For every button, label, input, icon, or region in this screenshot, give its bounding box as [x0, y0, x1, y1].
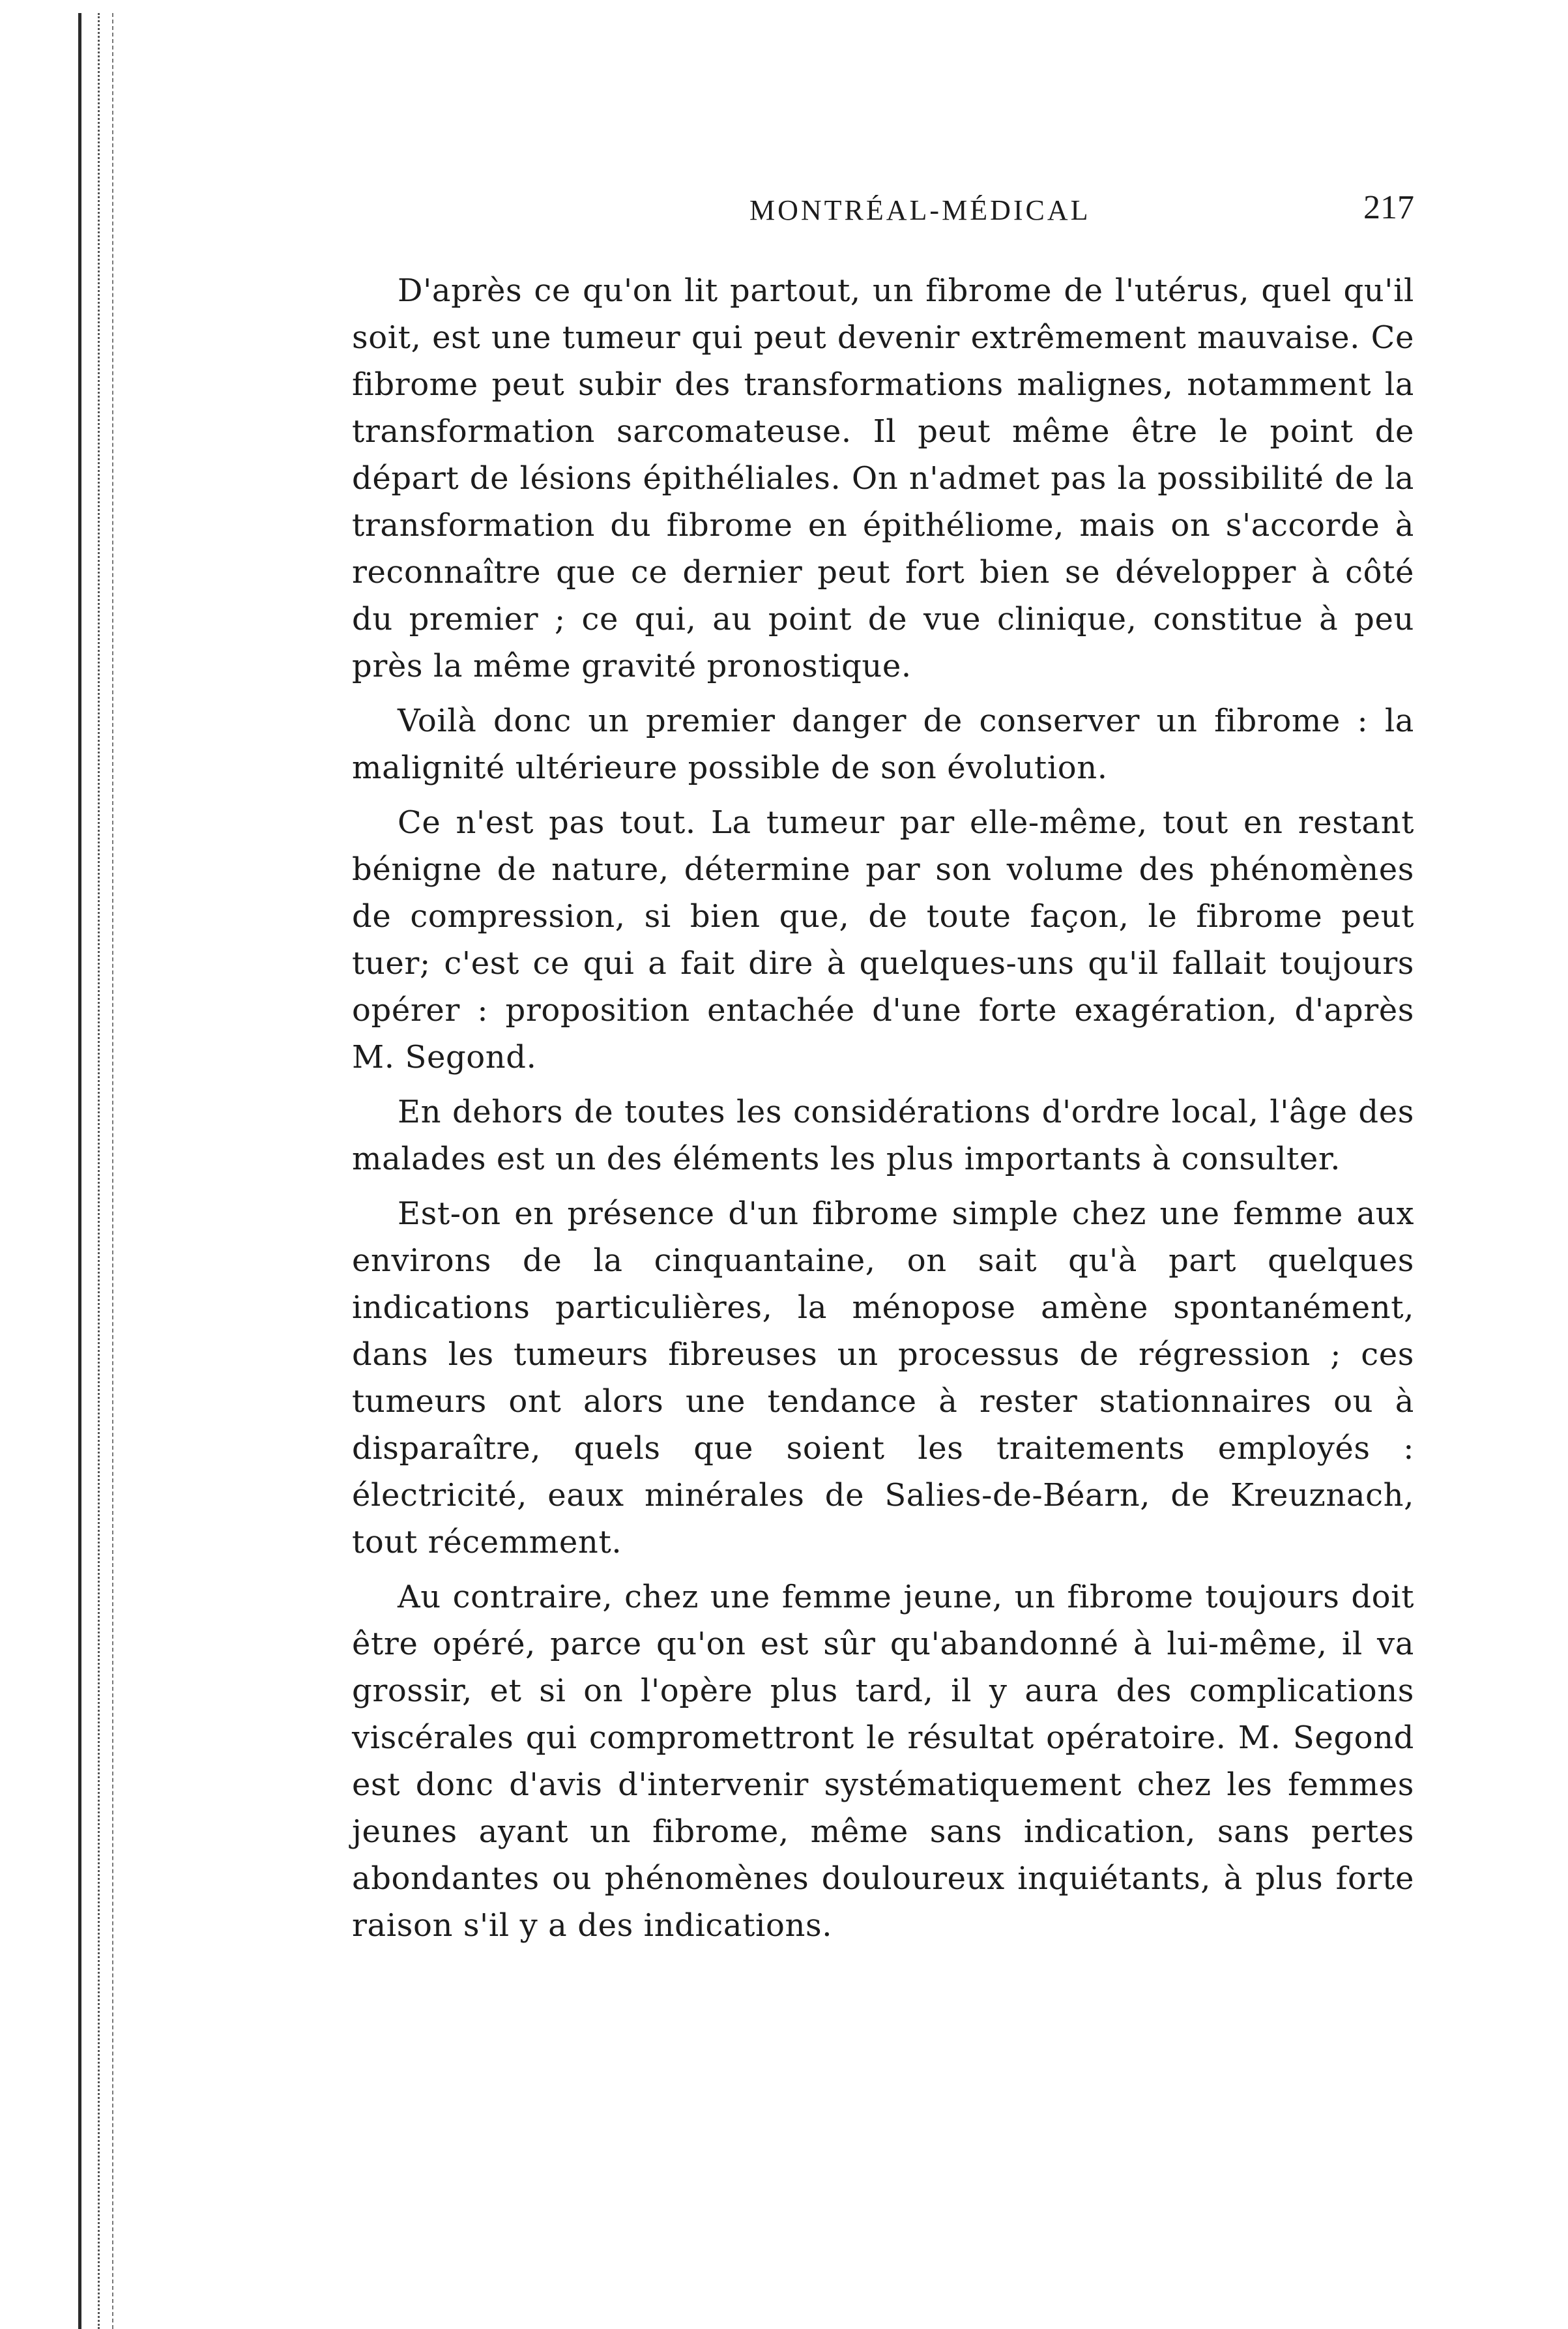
- binding-line: [112, 13, 113, 2329]
- paragraph: D'après ce qu'on lit partout, un fibrome de l'utérus, quel qu'il soit, est une tumeur qui peut devenir extrêmement mauvaise. Ce fibrome peut subir des transformations malignes, notamment la transformation sarcomateuse. Il peut même être le point de départ de lésions épithéliales. On n'admet pas la possibilité de la transformation du fibrome en épithéliome, mais on s'accorde à reconnaître que ce dernier peut fort bien se développer à côté du premier ; ce qui, au point de vue clinique, constitue à peu près la même gravité pronostique.: [352, 272, 1414, 684]
- paragraph: Est-on en présence d'un fibrome simple chez une femme aux environs de la cinquantaine, on sait qu'à part quelques indications particulières, la ménopose amène spontanément, dans les tumeurs fibreuses un processus de régression ; ces tumeurs ont alors une tendance à rester stationnaires ou à disparaître, quels que soient les traitements employés : électricité, eaux minérales de Salies-de-Béarn, de Kreuznach, tout récemment.: [352, 1195, 1414, 1560]
- binding-line: [78, 13, 81, 2329]
- page-binding-edge: [0, 0, 124, 2329]
- running-head: [352, 186, 1414, 244]
- document-page: [352, 186, 1414, 1957]
- paragraph: En dehors de toutes les considérations d'ordre local, l'âge des malades est un des éléments les plus importants à consulter.: [352, 1094, 1414, 1177]
- paragraph: Voilà donc un premier danger de conserver un fibrome : la malignité ultérieure possible de son évolution.: [352, 703, 1414, 786]
- paragraph: Ce n'est pas tout. La tumeur par elle-même, tout en restant bénigne de nature, détermine par son volume des phénomènes de compression, si bien que, de toute façon, le fibrome peut tuer; c'est ce qui a fait dire à quelques-uns qu'il fallait toujours opérer : proposition entachée d'une forte exagération, d'après M. Segond.: [352, 804, 1414, 1076]
- page-number: 217: [1363, 189, 1414, 226]
- binding-line: [98, 13, 100, 2329]
- body-text: [352, 267, 1414, 1949]
- running-title: MONTRÉAL-MÉDICAL: [749, 194, 1091, 226]
- paragraph: Au contraire, chez une femme jeune, un fibrome toujours doit être opéré, parce qu'on est sûr qu'abandonné à lui-même, il va grossir, et si on l'opère plus tard, il y aura des complications viscérales qui compromettront le résultat opératoire. M. Segond est donc d'avis d'intervenir systématiquement chez les femmes jeunes ayant un fibrome, même sans indication, sans pertes abondantes ou phénomènes douloureux inquiétants, à plus forte raison s'il y a des indications.: [352, 1579, 1414, 1944]
